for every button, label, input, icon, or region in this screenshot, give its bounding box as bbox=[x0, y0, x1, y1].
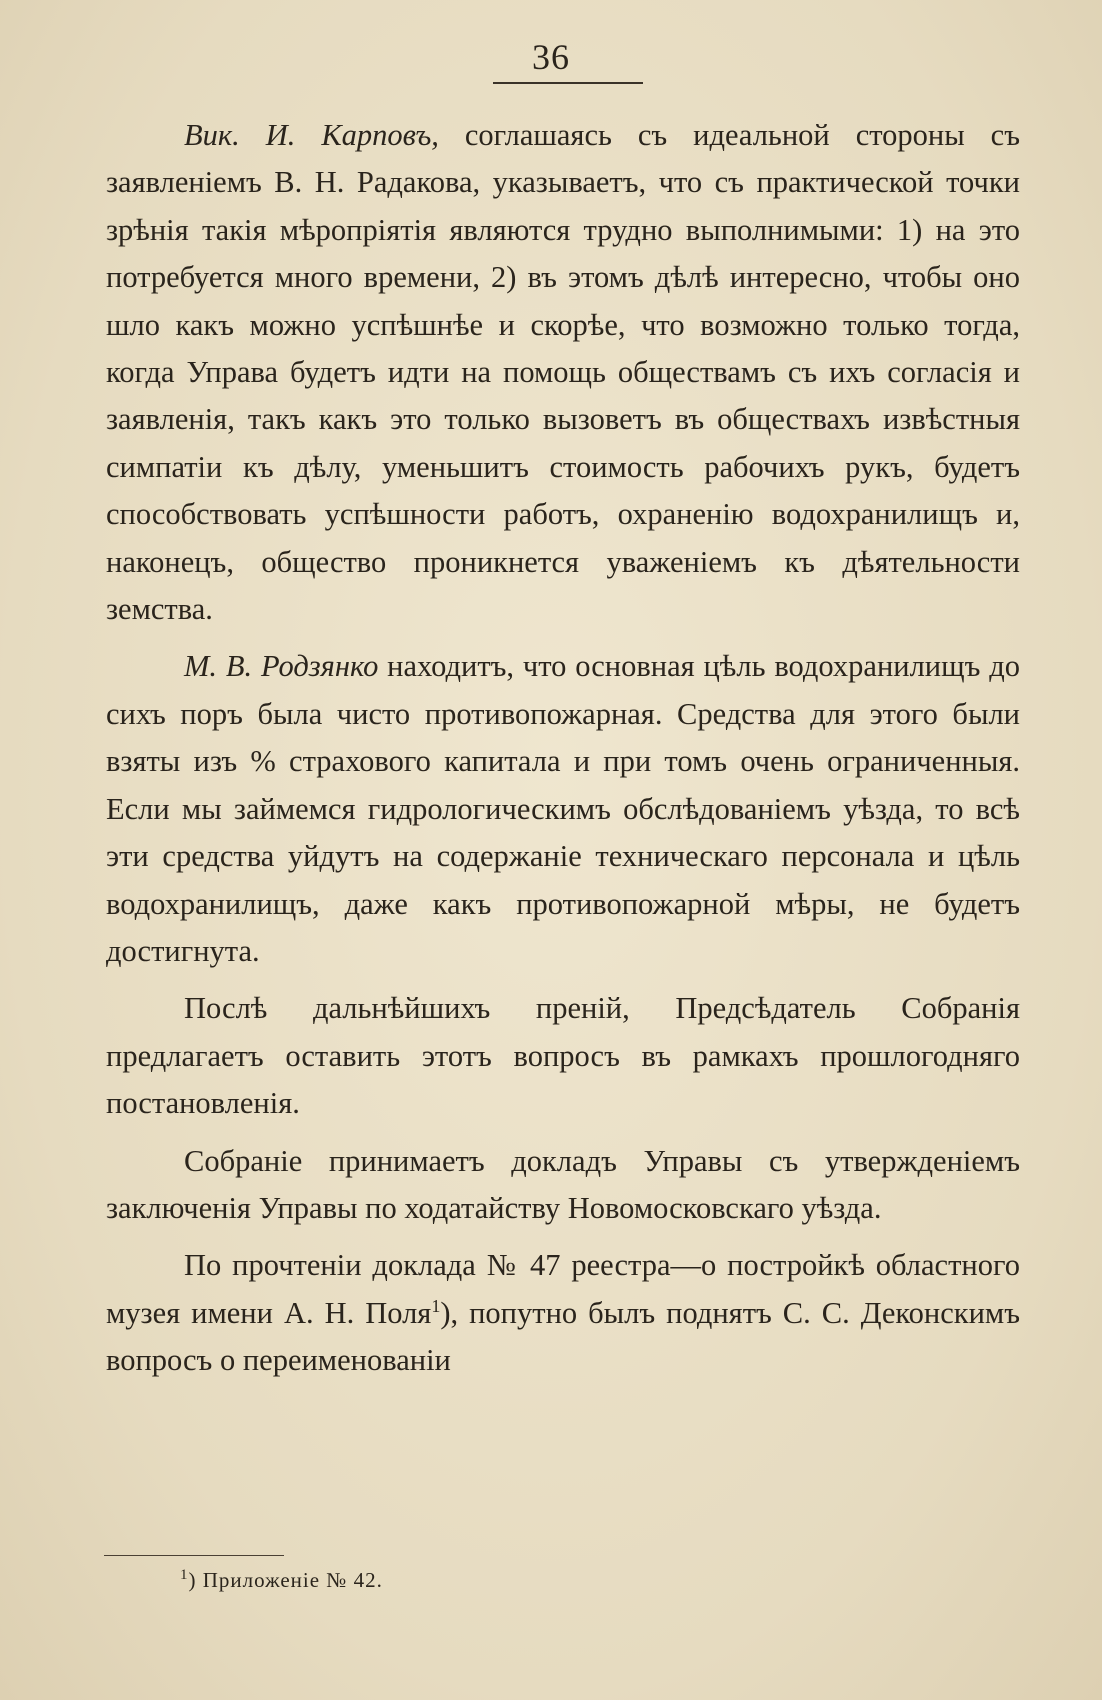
paragraph-text: Послѣ дальнѣйшихъ преній, Предсѣдатель Собранія предлагаетъ оставить этотъ вопросъ въ рамкахъ прошлогодняго постановленія. bbox=[106, 991, 1020, 1121]
paragraph-text: соглашаясь съ идеальной стороны съ заявленіемъ В. Н. Радакова, указываетъ, что съ практической точки зрѣнія такія мѣропріятія являются трудно выполнимыми: 1) на это потребуется много времени, 2) въ этомъ дѣлѣ интересно, чтобы оно шло какъ можно успѣшнѣе и скорѣе, что возможно только тогда, когда Управа будетъ идти на помощь обществамъ съ ихъ согласія и заявленія, такъ какъ это только вызоветъ въ обществахъ извѣстныя симпатіи къ дѣлу, уменьшитъ стоимость рабочихъ рукъ, будетъ способствовать успѣшности работъ, охраненію водохранилищъ и, наконецъ, общество проникнется уваженіемъ къ дѣятельности земства. bbox=[106, 118, 1020, 627]
footnote-text: ) Приложеніе № 42. bbox=[188, 1568, 383, 1592]
paragraph-resolution bbox=[106, 1138, 1020, 1233]
paragraph-karpov bbox=[106, 112, 1020, 633]
speaker-name: М. В. Родзянко bbox=[184, 649, 379, 684]
body-text bbox=[106, 112, 1020, 1385]
paragraph-rodzianko bbox=[106, 643, 1020, 975]
footnote-reference: 1 bbox=[431, 1295, 441, 1316]
paragraph-text: По прочтеніи доклада № 47 реестра—о постройкѣ областного музея имени А. Н. Поля bbox=[106, 1248, 1020, 1330]
speaker-name: Вик. И. Карповъ, bbox=[184, 118, 439, 152]
paragraph-museum bbox=[106, 1242, 1020, 1384]
footnote bbox=[180, 1567, 383, 1593]
paragraph-text: находитъ, что основная цѣль водохранилищъ до сихъ поръ была чисто противопожарная. Средства для этого были взяты изъ % страхового капитала и при томъ очень ограниченныя. Если мы займемся гидрологическимъ обслѣдованіемъ уѣзда, то всѣ эти средства уйдутъ на содержаніе техническаго персонала и цѣль водохранилищъ, даже какъ противопожарной мѣры, не будетъ достигнута. bbox=[106, 649, 1020, 968]
footnote-marker: 1 bbox=[180, 1567, 189, 1583]
paragraph-text: Собраніе принимаетъ докладъ Управы съ утвержденіемъ заключенія Управы по ходатайству Новомосковскаго уѣзда. bbox=[106, 1143, 1020, 1225]
page-number: 36 bbox=[532, 37, 570, 77]
header-rule bbox=[493, 82, 643, 84]
paragraph-text: ), попутно былъ поднятъ С. С. Деконскимъ вопросъ о переименованіи bbox=[106, 1295, 1020, 1378]
footnote-rule bbox=[104, 1555, 284, 1556]
paragraph-chairman bbox=[106, 985, 1020, 1127]
